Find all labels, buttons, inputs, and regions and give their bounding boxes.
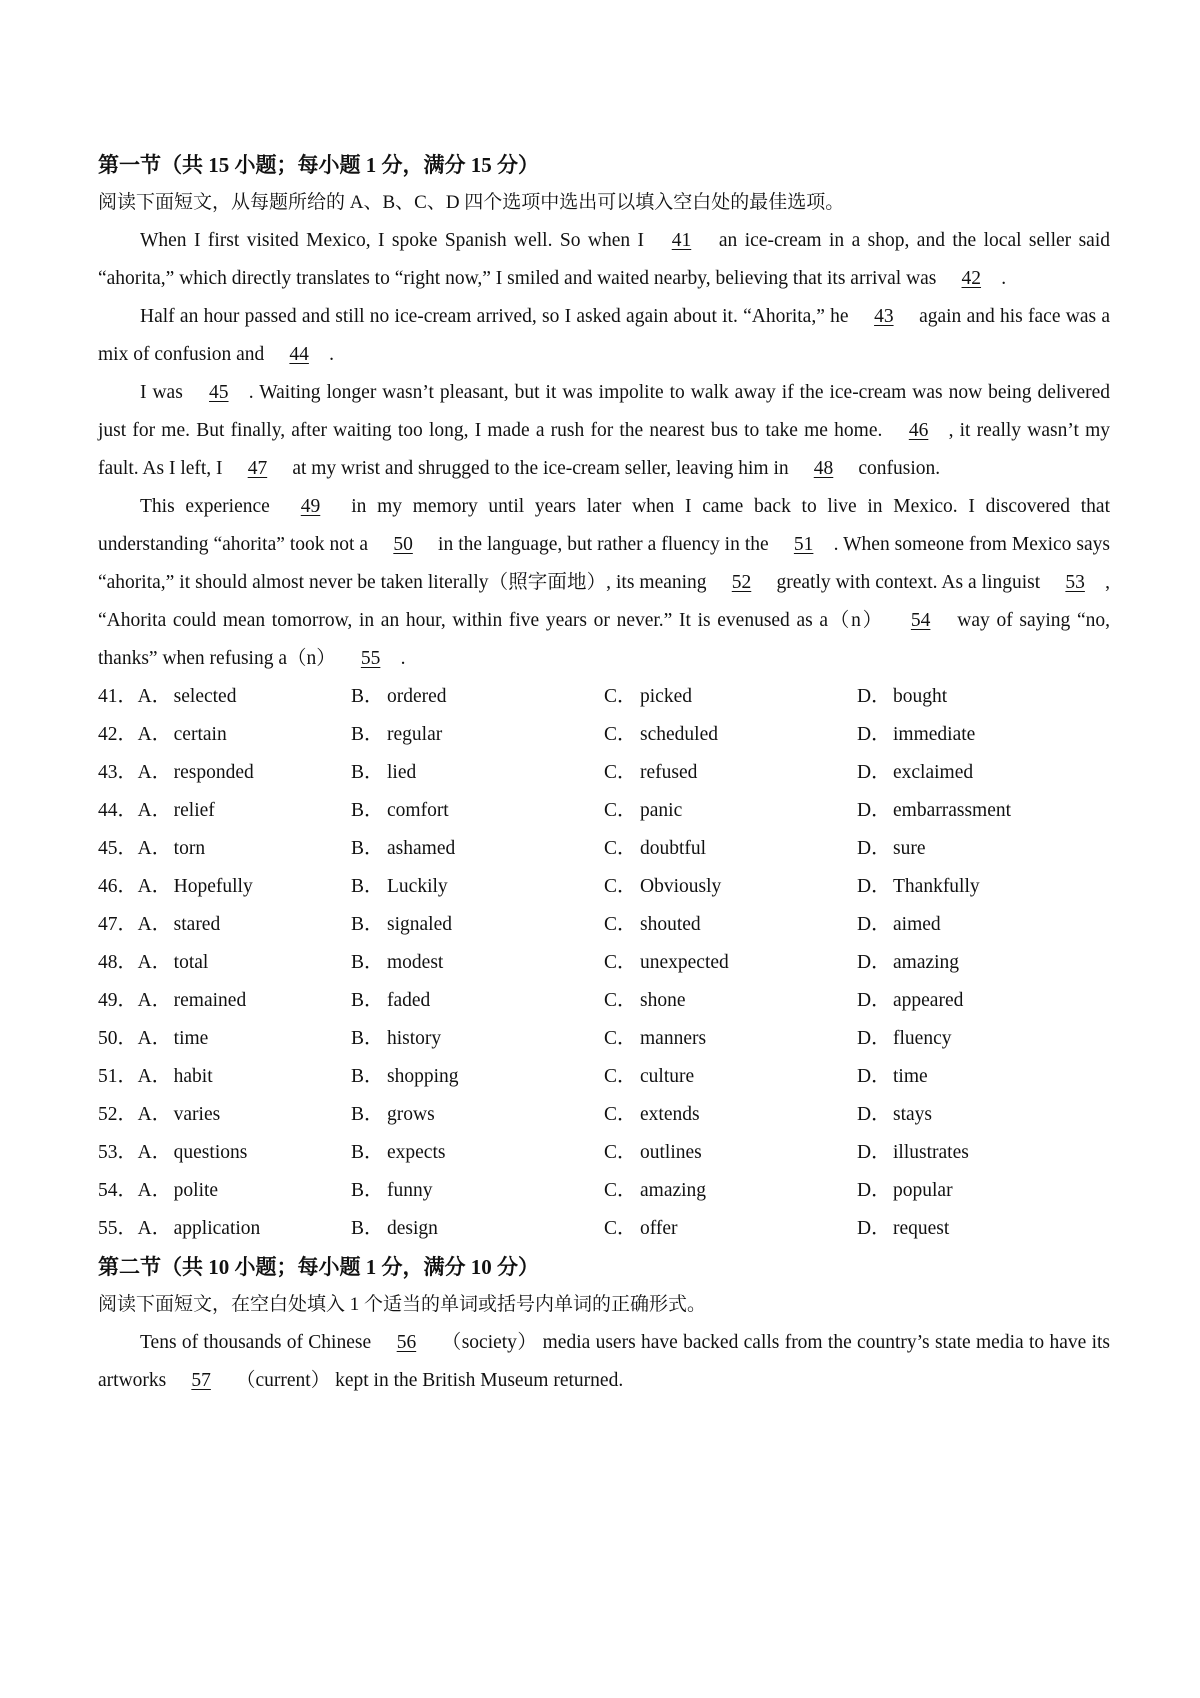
option-letter: A． (137, 1028, 172, 1049)
option-letter: C． (604, 724, 637, 745)
option-letter: A． (137, 724, 172, 745)
question-row (98, 1096, 1110, 1134)
option-a (138, 1172, 351, 1210)
passage-text: , it really wasn’t my fault. As I left, I (98, 420, 1110, 479)
option-text: stays (893, 1104, 932, 1125)
paragraph (98, 222, 1110, 298)
passage-text: I was (140, 382, 189, 403)
option-letter: B． (351, 686, 384, 707)
option-letter: B． (351, 1142, 384, 1163)
option-letter: B． (351, 762, 384, 783)
option-letter: A． (137, 1218, 172, 1239)
option-text: panic (640, 800, 683, 821)
option-a (138, 1096, 351, 1134)
option-b (351, 982, 604, 1020)
option-letter: A． (137, 1142, 172, 1163)
question-row (98, 792, 1110, 830)
option-letter: A． (137, 952, 172, 973)
option-letter: D． (857, 1142, 891, 1163)
option-c (604, 716, 857, 754)
option-text: shopping (387, 1066, 459, 1087)
option-c (604, 1058, 857, 1096)
option-letter: C． (604, 876, 637, 897)
option-letter: C． (604, 952, 637, 973)
option-d (857, 1134, 1110, 1172)
blank-number: 50 (393, 534, 413, 555)
blank-number: 41 (671, 230, 692, 251)
option-letter: C． (604, 1066, 637, 1087)
option-letter: C． (604, 914, 637, 935)
option-letter: C． (604, 762, 637, 783)
option-letter: C． (604, 1180, 637, 1201)
option-d (857, 1172, 1110, 1210)
option-letter: D． (857, 1066, 891, 1087)
option-c (604, 754, 857, 792)
option-letter: B． (351, 876, 384, 897)
paragraph (98, 488, 1110, 678)
question-row (98, 1058, 1110, 1096)
passage-text: Tens of thousands of Chinese (140, 1332, 377, 1353)
option-text: history (387, 1028, 442, 1049)
option-text: habit (173, 1066, 213, 1087)
question-number: 45． (98, 838, 138, 859)
option-letter: D． (857, 1180, 891, 1201)
option-text: shone (640, 990, 686, 1011)
option-d (857, 678, 1110, 716)
question-number: 42． (98, 724, 138, 745)
paragraph (98, 298, 1110, 374)
option-b (351, 830, 604, 868)
passage-text: in the language, but rather a fluency in the (433, 534, 774, 555)
question-row (98, 906, 1110, 944)
blank-number: 46 (908, 420, 929, 441)
option-text: remained (173, 990, 247, 1011)
option-text: selected (173, 686, 237, 707)
option-text: faded (387, 990, 431, 1011)
option-text: popular (893, 1180, 953, 1201)
option-text: Luckily (387, 876, 448, 897)
option-letter: A． (137, 1180, 172, 1201)
option-text: appeared (893, 990, 964, 1011)
option-text: shouted (640, 914, 701, 935)
option-letter: B． (351, 800, 384, 821)
option-letter: D． (857, 990, 891, 1011)
option-c (604, 868, 857, 906)
option-text: modest (387, 952, 444, 973)
question-number: 47． (98, 914, 138, 935)
question-number: 52． (98, 1104, 138, 1125)
question-number: 54． (98, 1180, 138, 1201)
blank-number: 52 (731, 572, 752, 593)
question-row (98, 678, 1110, 716)
option-b (351, 754, 604, 792)
option-a (138, 1020, 351, 1058)
option-letter: B． (351, 1104, 384, 1125)
option-letter: B． (351, 724, 384, 745)
exam-page (98, 146, 1110, 1400)
option-text: funny (387, 1180, 433, 1201)
section1-heading: 第一节（共 15 小题；每小题 1 分，满分 15 分） (98, 153, 539, 177)
option-letter: C． (604, 1028, 637, 1049)
passage-text: . Waiting longer wasn’t pleasant, but it was impolite to walk away if the ice-cream was now being delivered just for me. But finally, after waiting too long, I made a rush for the nearest bus to take me home. (98, 382, 1110, 441)
option-letter: A． (137, 838, 172, 859)
option-b (351, 1058, 604, 1096)
blank-number: 56 (396, 1332, 417, 1353)
option-text: total (173, 952, 209, 973)
option-text: offer (640, 1218, 678, 1239)
option-text: aimed (893, 914, 941, 935)
question-row (98, 754, 1110, 792)
passage-text: This experience (140, 496, 281, 517)
passage-text: way of saying “no, thanks” when refusing a（n） (98, 610, 1110, 669)
question-row (98, 1210, 1110, 1248)
option-c (604, 830, 857, 868)
option-letter: C． (604, 838, 637, 859)
option-text: certain (173, 724, 227, 745)
option-letter: D． (857, 724, 891, 745)
option-letter: B． (351, 1066, 384, 1087)
question-row (98, 1172, 1110, 1210)
blank-number: 44 (289, 344, 309, 365)
option-text: outlines (640, 1142, 702, 1163)
blank-number: 53 (1065, 572, 1085, 593)
option-text: immediate (893, 724, 976, 745)
option-d (857, 716, 1110, 754)
option-b (351, 1096, 604, 1134)
paragraph (98, 1324, 1110, 1400)
option-text: comfort (387, 800, 449, 821)
option-letter: C． (604, 800, 637, 821)
question-row (98, 982, 1110, 1020)
option-text: Hopefully (173, 876, 253, 897)
passage-text: . (329, 344, 335, 365)
option-text: unexpected (640, 952, 729, 973)
option-b (351, 868, 604, 906)
option-letter: B． (351, 1028, 384, 1049)
passage-text: at my wrist and shrugged to the ice-cream seller, leaving him in (287, 458, 794, 479)
question-number: 44． (98, 800, 138, 821)
paragraph (98, 374, 1110, 488)
option-d (857, 830, 1110, 868)
option-letter: D． (857, 1028, 891, 1049)
question-number: 49． (98, 990, 138, 1011)
option-letter: D． (857, 800, 891, 821)
option-letter: C． (604, 990, 637, 1011)
option-letter: D． (857, 686, 891, 707)
passage-text: in my memory until years later when I came back to live in Mexico. I discovered that understanding “ahorita” took not a (98, 496, 1110, 555)
option-text: fluency (893, 1028, 952, 1049)
option-letter: D． (857, 876, 891, 897)
option-d (857, 944, 1110, 982)
option-letter: A． (137, 990, 172, 1011)
option-d (857, 906, 1110, 944)
option-letter: D． (857, 914, 891, 935)
option-text: stared (173, 914, 221, 935)
option-text: polite (173, 1180, 219, 1201)
option-letter: A． (137, 914, 172, 935)
question-number: 41． (98, 686, 138, 707)
option-text: picked (640, 686, 692, 707)
option-letter: D． (857, 1218, 891, 1239)
option-b (351, 1134, 604, 1172)
option-letter: B． (351, 952, 384, 973)
question-number: 55． (98, 1218, 138, 1239)
option-text: amazing (893, 952, 960, 973)
option-letter: C． (604, 1104, 637, 1125)
question-row (98, 868, 1110, 906)
option-letter: A． (137, 1066, 172, 1087)
question-number: 43． (98, 762, 138, 783)
option-b (351, 792, 604, 830)
blank-number: 45 (209, 382, 229, 403)
option-a (138, 716, 351, 754)
option-c (604, 792, 857, 830)
option-a (138, 830, 351, 868)
blank-number: 42 (961, 268, 982, 289)
option-b (351, 678, 604, 716)
option-text: design (387, 1218, 438, 1239)
option-a (138, 792, 351, 830)
option-text: responded (173, 762, 254, 783)
option-text: extends (640, 1104, 700, 1125)
option-text: scheduled (640, 724, 718, 745)
option-letter: B． (351, 1180, 384, 1201)
option-a (138, 868, 351, 906)
option-text: culture (640, 1066, 695, 1087)
options-list (98, 678, 1110, 1248)
option-c (604, 1210, 857, 1248)
option-text: Thankfully (893, 876, 980, 897)
blank-number: 49 (300, 496, 321, 517)
option-b (351, 944, 604, 982)
option-a (138, 678, 351, 716)
section2-instruction: 阅读下面短文，在空白处填入 1 个适当的单词或括号内单词的正确形式。 (98, 1294, 707, 1315)
question-row (98, 1020, 1110, 1058)
option-letter: A． (137, 1104, 172, 1125)
option-a (138, 1134, 351, 1172)
section2-heading: 第二节（共 10 小题；每小题 1 分，满分 10 分） (98, 1255, 539, 1279)
option-text: request (893, 1218, 950, 1239)
option-text: lied (387, 762, 417, 783)
grammar-fill-passage (98, 1324, 1110, 1400)
option-a (138, 1058, 351, 1096)
question-number: 53． (98, 1142, 138, 1163)
option-text: amazing (640, 1180, 707, 1201)
option-b (351, 906, 604, 944)
option-text: torn (173, 838, 206, 859)
option-text: regular (387, 724, 443, 745)
passage-text: confusion. (853, 458, 941, 479)
cloze-passage (98, 222, 1110, 678)
option-letter: C． (604, 686, 637, 707)
question-number: 48． (98, 952, 138, 973)
option-text: varies (173, 1104, 221, 1125)
blank-number: 51 (793, 534, 814, 555)
option-letter: A． (137, 800, 172, 821)
option-letter: B． (351, 914, 384, 935)
question-row (98, 1134, 1110, 1172)
option-letter: A． (137, 686, 172, 707)
passage-text: greatly with context. As a linguist (771, 572, 1046, 593)
option-text: exclaimed (893, 762, 974, 783)
option-text: embarrassment (893, 800, 1012, 821)
blank-number: 54 (910, 610, 931, 631)
option-c (604, 1172, 857, 1210)
option-b (351, 716, 604, 754)
option-letter: A． (137, 762, 172, 783)
option-text: illustrates (893, 1142, 969, 1163)
option-text: doubtful (640, 838, 707, 859)
option-text: bought (893, 686, 948, 707)
question-row (98, 830, 1110, 868)
passage-text: . (400, 648, 406, 669)
passage-text: , “Ahorita could mean tomorrow, in an hour, within five years or never.” It is evenused as a（n） (98, 572, 1110, 631)
option-a (138, 944, 351, 982)
blank-number: 48 (813, 458, 834, 479)
passage-text: （society） media users have backed calls from the country’s state media to have its artworks (98, 1332, 1110, 1391)
option-c (604, 944, 857, 982)
option-text: time (173, 1028, 209, 1049)
option-a (138, 906, 351, 944)
option-text: sure (893, 838, 926, 859)
passage-text: an ice-cream in a shop, and the local seller said “ahorita,” which directly translates to “right now,” I smiled and waited nearby, believing that its arrival was (98, 230, 1110, 289)
option-text: signaled (387, 914, 452, 935)
option-letter: B． (351, 1218, 384, 1239)
question-number: 46． (98, 876, 138, 897)
passage-text: Half an hour passed and still no ice-cream arrived, so I asked again about it. “Ahorita,” he (140, 306, 854, 327)
option-text: questions (173, 1142, 248, 1163)
option-letter: C． (604, 1218, 637, 1239)
question-row (98, 716, 1110, 754)
option-d (857, 868, 1110, 906)
option-letter: B． (351, 990, 384, 1011)
option-c (604, 678, 857, 716)
option-c (604, 982, 857, 1020)
question-number: 50． (98, 1028, 138, 1049)
section1-instruction: 阅读下面短文，从每题所给的 A、B、C、D 四个选项中选出可以填入空白处的最佳选项。 (98, 192, 845, 213)
option-text: manners (640, 1028, 707, 1049)
blank-number: 55 (360, 648, 381, 669)
option-b (351, 1210, 604, 1248)
question-number: 51． (98, 1066, 138, 1087)
option-b (351, 1020, 604, 1058)
option-text: ashamed (387, 838, 456, 859)
passage-text: . When someone from Mexico says “ahorita,” it should almost never be taken literally（照字面地）, its meaning (98, 534, 1110, 593)
option-a (138, 982, 351, 1020)
option-c (604, 1096, 857, 1134)
option-letter: D． (857, 838, 891, 859)
option-letter: D． (857, 1104, 891, 1125)
option-d (857, 982, 1110, 1020)
option-text: application (173, 1218, 261, 1239)
passage-text: . (1001, 268, 1007, 289)
option-text: ordered (387, 686, 447, 707)
blank-number: 57 (191, 1370, 211, 1391)
question-row (98, 944, 1110, 982)
option-d (857, 754, 1110, 792)
option-c (604, 1134, 857, 1172)
option-c (604, 1020, 857, 1058)
option-letter: D． (857, 952, 891, 973)
option-letter: C． (604, 1142, 637, 1163)
option-text: Obviously (640, 876, 722, 897)
option-d (857, 1210, 1110, 1248)
blank-number: 43 (874, 306, 894, 327)
option-d (857, 792, 1110, 830)
option-a (138, 754, 351, 792)
option-d (857, 1096, 1110, 1134)
option-letter: D． (857, 762, 891, 783)
blank-number: 47 (247, 458, 268, 479)
option-d (857, 1058, 1110, 1096)
option-b (351, 1172, 604, 1210)
passage-text: When I first visited Mexico, I spoke Spanish well. So when I (140, 230, 652, 251)
option-letter: A． (137, 876, 172, 897)
option-text: relief (173, 800, 215, 821)
option-a (138, 1210, 351, 1248)
option-c (604, 906, 857, 944)
option-text: expects (387, 1142, 446, 1163)
option-text: time (893, 1066, 928, 1087)
passage-text: again and his face was a mix of confusion and (98, 306, 1110, 365)
option-d (857, 1020, 1110, 1058)
option-letter: B． (351, 838, 384, 859)
option-text: refused (640, 762, 698, 783)
option-text: grows (387, 1104, 435, 1125)
passage-text: （current） kept in the British Museum returned. (231, 1370, 624, 1391)
